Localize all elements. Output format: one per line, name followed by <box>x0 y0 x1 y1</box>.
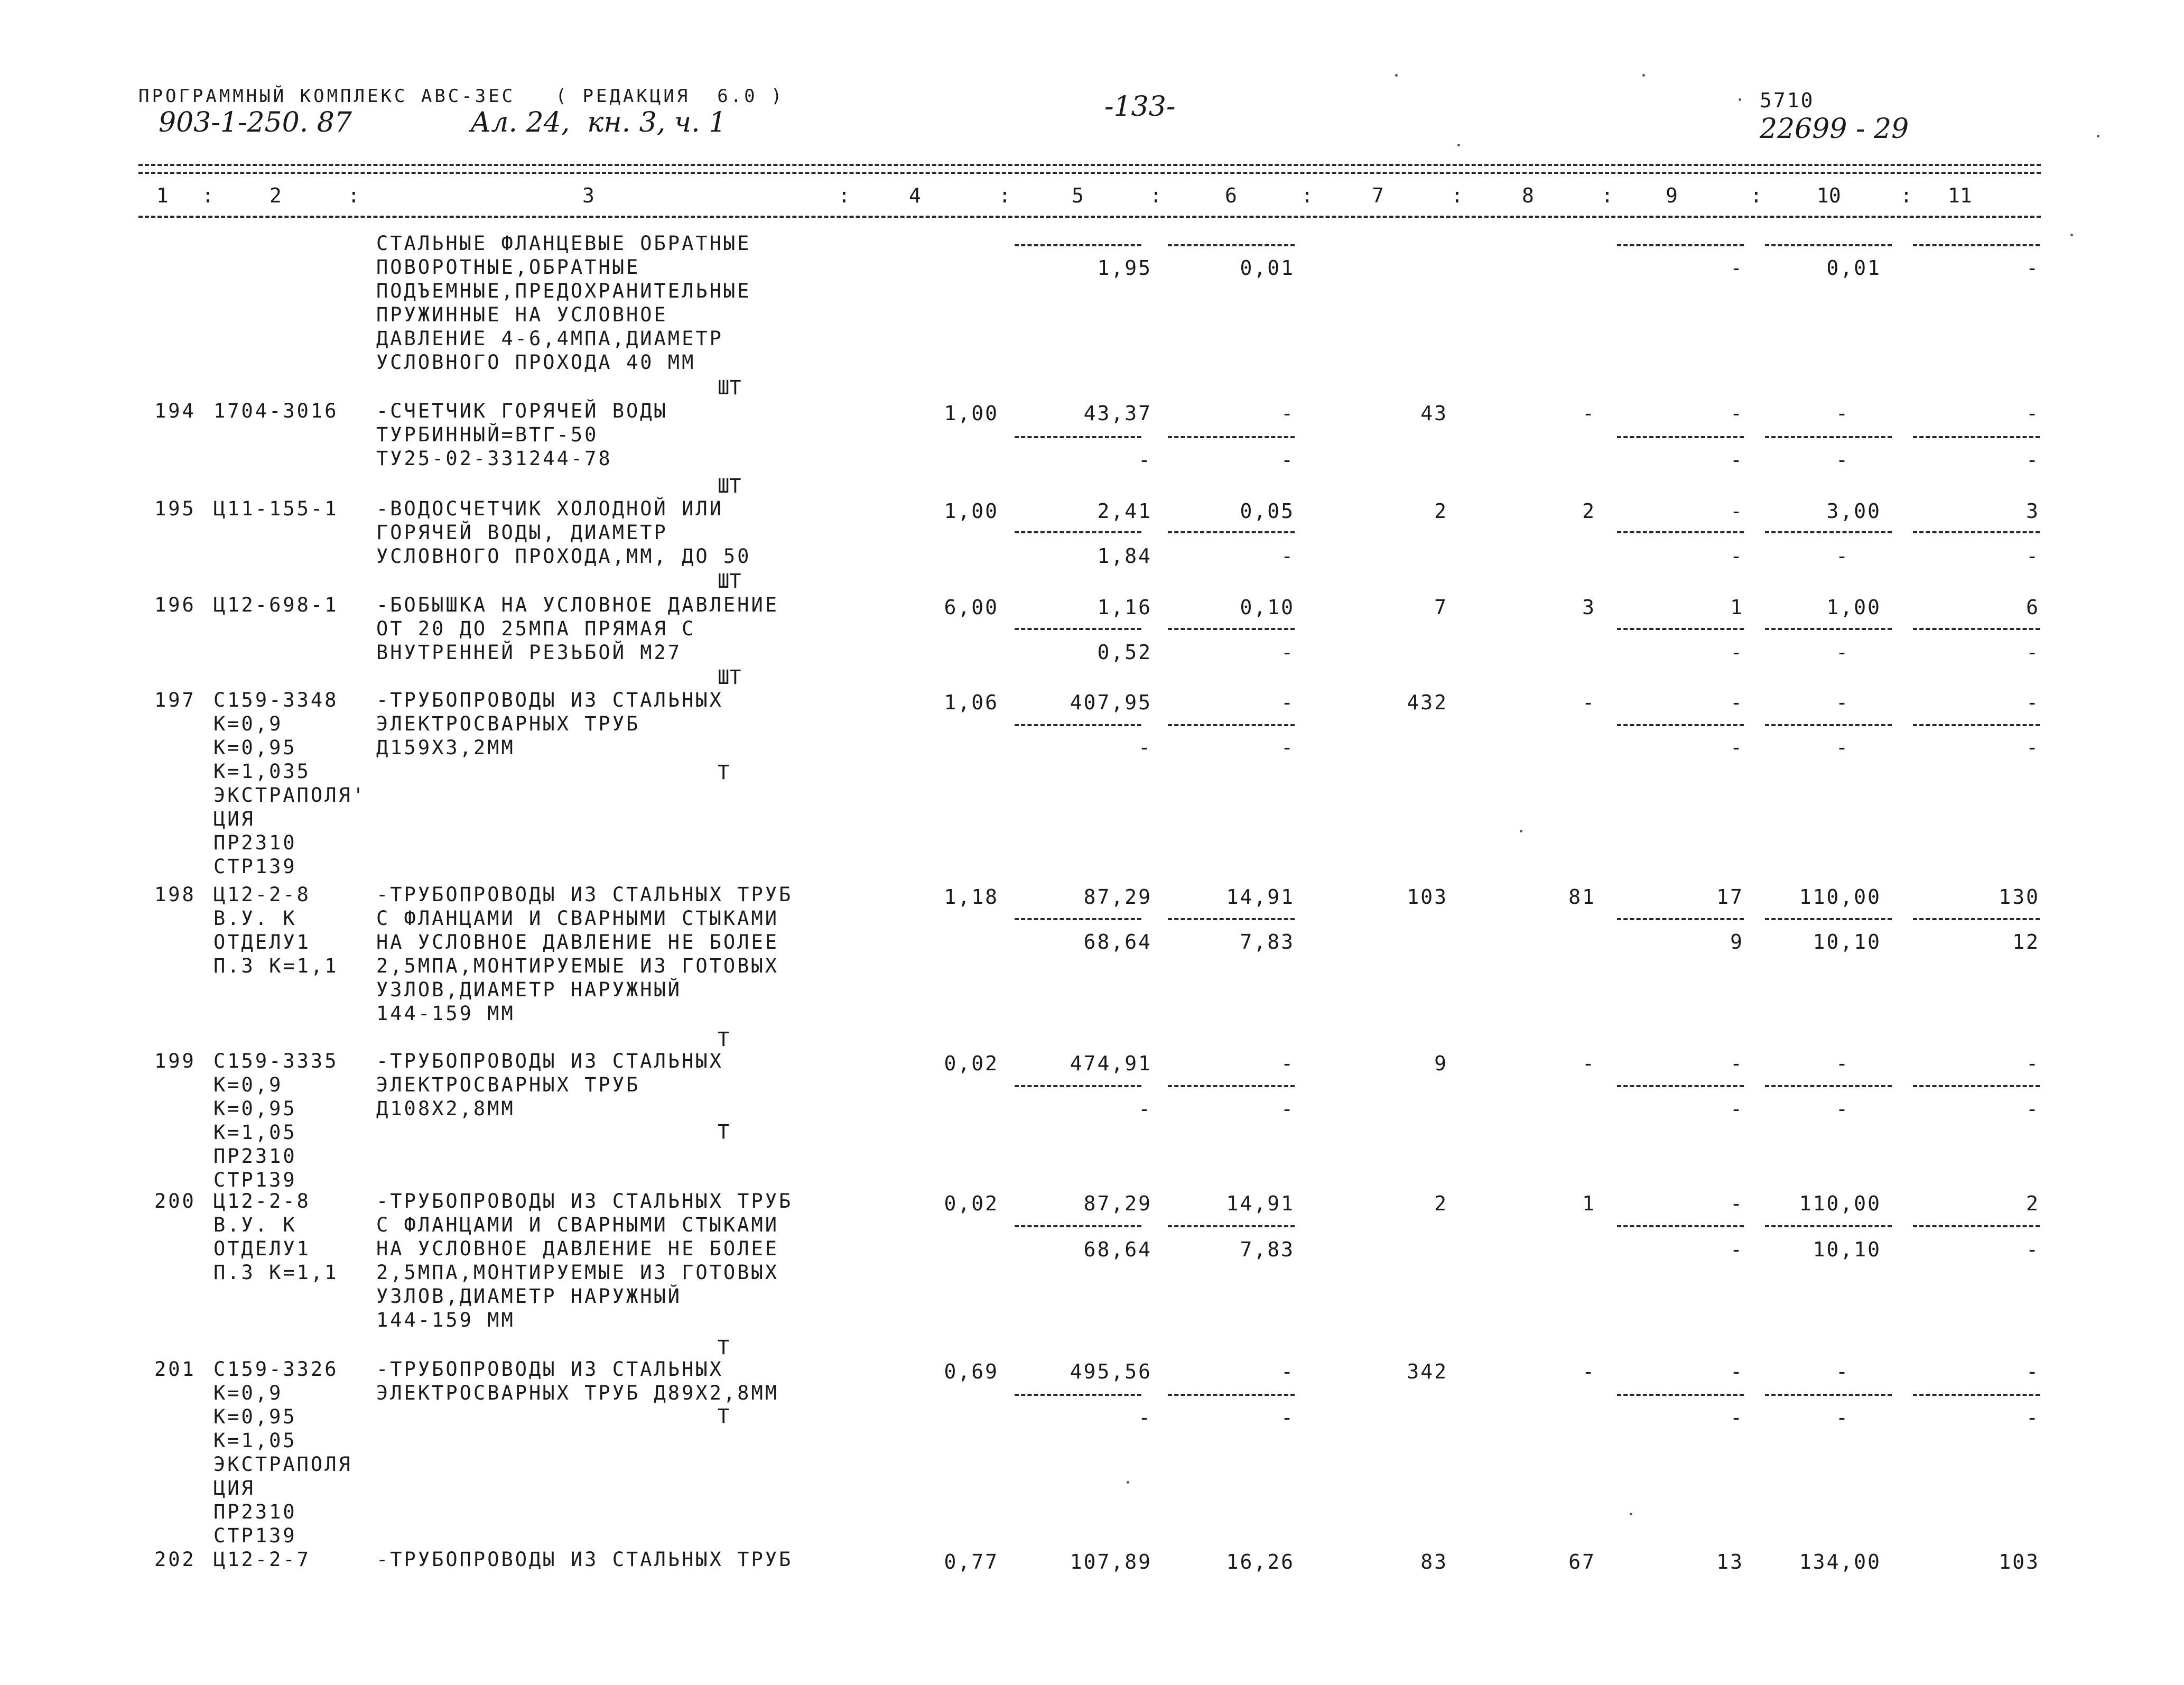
subtotal-divider <box>1765 436 1892 438</box>
subtotal-divider <box>1015 436 1141 438</box>
row-description: -ТРУБОПРОВОДЫ ИЗ СТАЛЬНЫХ ЭЛЕКТРОСВАРНЫХ ТРУБ Д89Х2,8ММ <box>376 1358 779 1404</box>
row-code: Ц11-155-1 <box>213 497 339 520</box>
col9-value: 17 <box>1716 885 1744 909</box>
inventory-number: 22699 - 29 <box>1760 113 1909 145</box>
subtotal-divider <box>1617 244 1744 246</box>
col9-sub-value: - <box>1730 1406 1744 1429</box>
col10-value: - <box>1836 1360 1850 1383</box>
col5-value: 43,37 <box>1083 402 1152 425</box>
col-separator: : <box>1750 184 1762 207</box>
unit-label: ШТ <box>718 475 741 497</box>
col-header-3: 3 <box>582 184 594 207</box>
subtotal-divider <box>1168 1085 1295 1087</box>
col9-sub-value: - <box>1730 544 1744 568</box>
col9-value: 13 <box>1716 1550 1744 1573</box>
col5-sub-value: 1,84 <box>1097 544 1152 568</box>
col6-value: 14,91 <box>1226 1192 1295 1215</box>
col-separator: : <box>202 184 214 207</box>
program-header: ПРОГРАММНЫЙ КОМПЛЕКС АВС-ЗЕС ( РЕДАКЦИЯ 6.0 ) <box>138 86 785 107</box>
col6-sub-value: - <box>1281 544 1295 568</box>
subtotal-divider <box>1913 436 2040 438</box>
col-separator: : <box>1150 184 1162 207</box>
subtotal-divider <box>1913 531 2040 533</box>
col11-sub-value: - <box>2026 736 2040 759</box>
subtotal-divider <box>1168 1225 1295 1227</box>
col4-value: 1,18 <box>944 885 999 909</box>
subtotal-divider <box>1765 1085 1892 1087</box>
col10-sub-value: - <box>1836 448 1850 471</box>
subtotal-divider <box>1617 531 1744 533</box>
row-number: 194 <box>154 400 196 422</box>
subtotal-divider <box>1913 724 2040 726</box>
col11-value: - <box>2026 1052 2040 1075</box>
row-code: С159-3348 К=0,9 К=0,95 К=1,035 ЭКСТРАПОЛЯ' ЦИЯ ПР2310 СТР139 <box>213 689 367 878</box>
col9-value: 1 <box>1730 596 1744 619</box>
subtotal-divider <box>1617 628 1744 630</box>
col8-value: - <box>1582 691 1596 714</box>
col11-sub-value: - <box>2026 544 2040 568</box>
col7-value: 43 <box>1420 402 1448 425</box>
subtotal-divider <box>1168 436 1295 438</box>
col9-sub-value: - <box>1730 1097 1744 1121</box>
project-code: 903-1-250. 87 <box>159 107 352 138</box>
scan-speck <box>1127 1481 1129 1484</box>
col7-value: 2 <box>1434 1192 1448 1215</box>
subtotal-divider <box>1617 1085 1744 1087</box>
col5-sub-value: 68,64 <box>1083 930 1152 953</box>
row-number: 202 <box>154 1548 196 1571</box>
subtotal-divider <box>1913 244 2040 246</box>
col5-sub-value: 0,52 <box>1097 641 1152 664</box>
unit-label: ШТ <box>718 376 741 399</box>
col5-value: 407,95 <box>1070 691 1152 714</box>
row-description: -ТРУБОПРОВОДЫ ИЗ СТАЛЬНЫХ ЭЛЕКТРОСВАРНЫХ ТРУБ Д108Х2,8ММ <box>376 1050 723 1120</box>
col6-value: 16,26 <box>1226 1550 1295 1573</box>
col4-value: 0,69 <box>944 1360 999 1383</box>
col11-sub-value: - <box>2026 448 2040 471</box>
row-code: Ц12-698-1 <box>213 594 339 616</box>
col9-sub-value: - <box>1730 641 1744 664</box>
col4-value: 1,06 <box>944 691 999 714</box>
subtotal-divider <box>1765 724 1892 726</box>
col5-sub-value: - <box>1138 1097 1152 1121</box>
col4-value: 0,02 <box>944 1052 999 1075</box>
subtotal-divider <box>1765 1225 1892 1227</box>
subtotal-divider <box>1015 244 1141 246</box>
col10-value: - <box>1836 1052 1850 1075</box>
scan-speck <box>1520 830 1522 832</box>
subtotal-divider <box>1168 531 1295 533</box>
row-number: 198 <box>154 883 196 906</box>
col11-value: 6 <box>2026 596 2040 619</box>
col5-value: 87,29 <box>1083 885 1152 909</box>
col8-value: - <box>1582 1052 1596 1075</box>
subtotal-divider <box>1015 724 1141 726</box>
top-rule <box>138 164 2041 166</box>
row-code: Ц12-2-7 <box>213 1548 311 1571</box>
col7-value: 83 <box>1420 1550 1448 1573</box>
col6-sub-value: - <box>1281 1097 1295 1121</box>
col11-sub-value: - <box>2026 641 2040 664</box>
page-number: -133- <box>1104 91 1176 123</box>
col5-value: 1,16 <box>1097 596 1152 619</box>
row-description: -ТРУБОПРОВОДЫ ИЗ СТАЛЬНЫХ ТРУБ <box>376 1548 793 1571</box>
col11-sub-value: - <box>2026 1406 2040 1429</box>
col6-sub-value: 7,83 <box>1240 930 1295 953</box>
subtotal-divider <box>1765 1394 1892 1396</box>
col-header-6: 6 <box>1225 184 1237 207</box>
subtotal-divider <box>1617 724 1744 726</box>
row-number: 199 <box>154 1050 196 1072</box>
col9-sub-value: - <box>1730 448 1744 471</box>
row-description: -ВОДОСЧЕТЧИК ХОЛОДНОЙ ИЛИ ГОРЯЧЕЙ ВОДЫ, ДИАМЕТР УСЛОВНОГО ПРОХОДА,ММ, ДО 50 <box>376 497 751 568</box>
col10-sub-value: - <box>1836 1406 1850 1429</box>
scan-speck <box>1642 74 1645 77</box>
col6-sub-value: - <box>1281 1406 1295 1429</box>
col11-sub-value: - <box>2026 1238 2040 1261</box>
col-separator: : <box>1301 184 1313 207</box>
col-header-7: 7 <box>1372 184 1384 207</box>
subtotal-divider <box>1913 1085 2040 1087</box>
col4-value: 1,00 <box>944 402 999 425</box>
col11-value: - <box>2026 256 2040 280</box>
subtotal-divider <box>1168 244 1295 246</box>
col10-sub-value: 10,10 <box>1813 1238 1881 1261</box>
col-separator: : <box>1451 184 1463 207</box>
col8-value: 1 <box>1582 1192 1596 1215</box>
col6-sub-value: - <box>1281 448 1295 471</box>
col-header-11: 11 <box>1948 184 1972 207</box>
col9-sub-value: 9 <box>1730 930 1744 953</box>
unit-label: Т <box>718 761 730 784</box>
subtotal-divider <box>1913 1394 2040 1396</box>
col10-value: 110,00 <box>1799 1192 1881 1215</box>
col-separator: : <box>1900 184 1912 207</box>
top-rule-2 <box>138 172 2041 174</box>
col5-sub-value: - <box>1138 736 1152 759</box>
col6-value: 0,01 <box>1240 256 1295 280</box>
col8-value: - <box>1582 402 1596 425</box>
col6-sub-value: - <box>1281 736 1295 759</box>
row-code: С159-3335 К=0,9 К=0,95 К=1,05 ПР2310 СТР139 <box>213 1050 339 1191</box>
album-reference: Ал. 24, кн. 3, ч. 1 <box>470 107 727 138</box>
row-description: СТАЛЬНЫЕ ФЛАНЦЕВЫЕ ОБРАТНЫЕ ПОВОРОТНЫЕ,ОБРАТНЫЕ ПОДЪЕМНЫЕ,ПРЕДОХРАНИТЕЛЬНЫЕ ПРУЖИННЫЕ НА УСЛОВНОЕ ДАВЛЕНИЕ 4-6,4МПА,ДИАМЕТР УСЛОВНОГО ПРОХОДА 40 ММ <box>376 232 751 374</box>
col11-sub-value: 12 <box>2012 930 2040 953</box>
col9-value: - <box>1730 1052 1744 1075</box>
col8-value: - <box>1582 1360 1596 1383</box>
col-header-8: 8 <box>1522 184 1534 207</box>
col9-value: - <box>1730 499 1744 523</box>
col10-sub-value: - <box>1836 641 1850 664</box>
col5-value: 495,56 <box>1070 1360 1152 1383</box>
col7-value: 7 <box>1434 596 1448 619</box>
scan-speck <box>1630 1513 1632 1515</box>
col11-sub-value: - <box>2026 1097 2040 1121</box>
col9-value: - <box>1730 402 1744 425</box>
col5-sub-value: - <box>1138 1406 1152 1429</box>
col6-value: 0,10 <box>1240 596 1295 619</box>
col6-sub-value: - <box>1281 641 1295 664</box>
row-description: -СЧЕТЧИК ГОРЯЧЕЙ ВОДЫ ТУРБИННЫЙ=ВТГ-50 ТУ25-02-331244-78 <box>376 400 668 470</box>
unit-label: Т <box>718 1405 730 1428</box>
col-header-9: 9 <box>1666 184 1678 207</box>
col-separator: : <box>1601 184 1613 207</box>
col9-value: - <box>1730 1192 1744 1215</box>
row-code: Ц12-2-8 В.У. К ОТДЕЛУ1 П.3 К=1,1 <box>213 1190 339 1284</box>
col8-value: 3 <box>1582 596 1596 619</box>
row-number: 195 <box>154 497 196 520</box>
row-description: -БОБЫШКА НА УСЛОВНОЕ ДАВЛЕНИЕ ОТ 20 ДО 25МПА ПРЯМАЯ С ВНУТРЕННЕЙ РЕЗЬБОЙ М27 <box>376 594 779 664</box>
col11-value: 2 <box>2026 1192 2040 1215</box>
col11-value: 130 <box>1999 885 2040 909</box>
col10-sub-value: 10,10 <box>1813 930 1881 953</box>
row-number: 201 <box>154 1358 196 1381</box>
subtotal-divider <box>1913 918 2040 920</box>
subtotal-divider <box>1168 628 1295 630</box>
col4-value: 1,00 <box>944 499 999 523</box>
col9-value: - <box>1730 1360 1744 1383</box>
unit-label: Т <box>718 1121 730 1143</box>
col9-sub-value: - <box>1730 736 1744 759</box>
subtotal-divider <box>1913 1225 2040 1227</box>
col-separator: : <box>999 184 1011 207</box>
col-header-5: 5 <box>1072 184 1084 207</box>
col9-sub-value: - <box>1730 1238 1744 1261</box>
row-number: 196 <box>154 594 196 616</box>
sheet-code: 5710 <box>1760 89 1815 112</box>
col5-value: 107,89 <box>1070 1550 1152 1573</box>
scan-speck <box>1739 98 1741 101</box>
unit-label: ШТ <box>718 666 741 689</box>
scan-speck <box>2097 135 2099 137</box>
col4-value: 0,02 <box>944 1192 999 1215</box>
col8-value: 81 <box>1568 885 1596 909</box>
col5-value: 87,29 <box>1083 1192 1152 1215</box>
subtotal-divider <box>1617 436 1744 438</box>
col6-value: 14,91 <box>1226 885 1295 909</box>
col-header-1: 1 <box>156 184 169 207</box>
col-separator: : <box>348 184 360 207</box>
row-description: -ТРУБОПРОВОДЫ ИЗ СТАЛЬНЫХ ТРУБ С ФЛАНЦАМИ И СВАРНЫМИ СТЫКАМИ НА УСЛОВНОЕ ДАВЛЕНИЕ НЕ БОЛЕЕ 2,5МПА,МОНТИРУЕМЫЕ ИЗ ГОТОВЫХ УЗЛОВ,ДИАМЕТР НАРУЖНЫЙ 144-159 ММ <box>376 1190 793 1331</box>
column-header-rule <box>138 216 2041 218</box>
col8-value: 2 <box>1582 499 1596 523</box>
subtotal-divider <box>1015 1085 1141 1087</box>
subtotal-divider <box>1765 531 1892 533</box>
col7-value: 9 <box>1434 1052 1448 1075</box>
col4-value: 0,77 <box>944 1550 999 1573</box>
col10-value: 1,00 <box>1826 596 1881 619</box>
col6-value: - <box>1281 402 1295 425</box>
subtotal-divider <box>1168 1394 1295 1396</box>
col10-value: 0,01 <box>1826 256 1881 280</box>
unit-label: Т <box>718 1028 730 1051</box>
subtotal-divider <box>1015 1394 1141 1396</box>
col6-sub-value: 7,83 <box>1240 1238 1295 1261</box>
col7-value: 342 <box>1407 1360 1448 1383</box>
col10-sub-value: - <box>1836 544 1850 568</box>
subtotal-divider <box>1765 918 1892 920</box>
row-number: 200 <box>154 1190 196 1212</box>
col11-value: - <box>2026 1360 2040 1383</box>
col5-sub-value: 68,64 <box>1083 1238 1152 1261</box>
col5-value: 474,91 <box>1070 1052 1152 1075</box>
subtotal-divider <box>1168 724 1295 726</box>
row-code: Ц12-2-8 В.У. К ОТДЕЛУ1 П.3 К=1,1 <box>213 883 339 977</box>
col10-sub-value: - <box>1836 736 1850 759</box>
col-header-10: 10 <box>1817 184 1841 207</box>
col7-value: 2 <box>1434 499 1448 523</box>
subtotal-divider <box>1168 918 1295 920</box>
col9-value: - <box>1730 256 1744 280</box>
row-number: 197 <box>154 689 196 711</box>
subtotal-divider <box>1913 628 2040 630</box>
subtotal-divider <box>1015 628 1141 630</box>
col5-value: 1,95 <box>1097 256 1152 280</box>
col6-value: 0,05 <box>1240 499 1295 523</box>
row-code: 1704-3016 <box>213 400 339 422</box>
col11-value: - <box>2026 402 2040 425</box>
col10-value: - <box>1836 691 1850 714</box>
col9-value: - <box>1730 691 1744 714</box>
row-code: С159-3326 К=0,9 К=0,95 К=1,05 ЭКСТРАПОЛЯ ЦИЯ ПР2310 СТР139 <box>213 1358 352 1547</box>
subtotal-divider <box>1765 628 1892 630</box>
col8-value: 67 <box>1568 1550 1596 1573</box>
col10-value: 134,00 <box>1799 1550 1881 1573</box>
subtotal-divider <box>1617 1225 1744 1227</box>
col10-value: - <box>1836 402 1850 425</box>
subtotal-divider <box>1015 1225 1141 1227</box>
col-header-2: 2 <box>269 184 282 207</box>
col6-value: - <box>1281 691 1295 714</box>
col11-value: - <box>2026 691 2040 714</box>
subtotal-divider <box>1617 918 1744 920</box>
scan-speck <box>1457 144 1460 146</box>
col10-value: 3,00 <box>1826 499 1881 523</box>
col5-value: 2,41 <box>1097 499 1152 523</box>
row-description: -ТРУБОПРОВОДЫ ИЗ СТАЛЬНЫХ ТРУБ С ФЛАНЦАМИ И СВАРНЫМИ СТЫКАМИ НА УСЛОВНОЕ ДАВЛЕНИЕ НЕ БОЛЕЕ 2,5МПА,МОНТИРУЕМЫЕ ИЗ ГОТОВЫХ УЗЛОВ,ДИАМЕТР НАРУЖНЫЙ 144-159 ММ <box>376 883 793 1025</box>
col6-value: - <box>1281 1360 1295 1383</box>
subtotal-divider <box>1015 531 1141 533</box>
unit-label: Т <box>718 1336 730 1359</box>
col11-value: 3 <box>2026 499 2040 523</box>
col7-value: 103 <box>1407 885 1448 909</box>
unit-label: ШТ <box>718 570 741 592</box>
row-description: -ТРУБОПРОВОДЫ ИЗ СТАЛЬНЫХ ЭЛЕКТРОСВАРНЫХ ТРУБ Д159Х3,2ММ <box>376 689 723 759</box>
subtotal-divider <box>1617 1394 1744 1396</box>
col-header-4: 4 <box>909 184 921 207</box>
col10-value: 110,00 <box>1799 885 1881 909</box>
subtotal-divider <box>1765 244 1892 246</box>
col-separator: : <box>838 184 850 207</box>
col11-value: 103 <box>1999 1550 2040 1573</box>
scan-speck <box>2070 234 2073 236</box>
col4-value: 6,00 <box>944 596 999 619</box>
subtotal-divider <box>1015 918 1141 920</box>
col6-value: - <box>1281 1052 1295 1075</box>
col5-sub-value: - <box>1138 448 1152 471</box>
col7-value: 432 <box>1407 691 1448 714</box>
scan-speck <box>1395 74 1398 77</box>
col10-sub-value: - <box>1836 1097 1850 1121</box>
